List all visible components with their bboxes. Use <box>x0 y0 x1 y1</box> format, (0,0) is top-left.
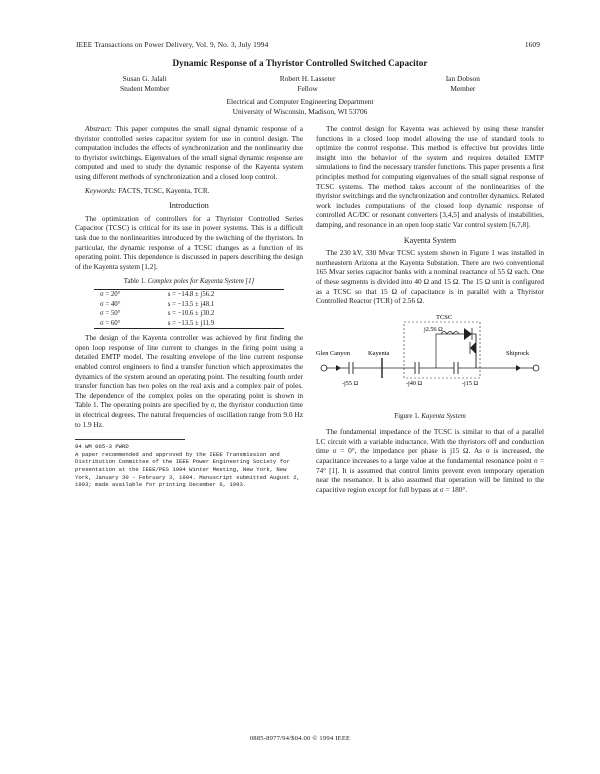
cap2-label: -j40 Ω <box>406 379 423 387</box>
author <box>446 74 480 94</box>
figure-caption-number: Figure 1. <box>394 411 420 420</box>
table-row <box>94 309 284 319</box>
figure-caption-text: Kayenta System <box>421 411 466 420</box>
right-paragraph-1: The control design for Kayenta was achieved by using these transfer functions in a closed loop model allowing the use of standard tools to optimize the control response. This method is effective but provides little insight into the behavior of the system and requires detailed EMTP simulations to find the necessary transfer functions. This paper presents a first principles method for computing eigenvalues of the small signal response of TCSC systems. The method takes account of the nonlinearities of the thyristor switchings and the synchronization and controller dynamics. Related work includes computations of the closed loop dynamic response of controlled AC/DC or resonant converters [3,4,5] and analysis of instabilities, damping, and resonance in an open loop static Var control system [6,7,8]. <box>316 124 544 229</box>
sigma-cell: σ = 40° <box>100 300 121 308</box>
pole-cell: s = −10.6 ± j30.2 <box>167 310 215 318</box>
table-row <box>94 289 284 299</box>
affiliation-univ: University of Wisconsin, Madison, WI 53706 <box>232 106 368 116</box>
affiliation <box>0 97 600 116</box>
left-column <box>75 124 303 489</box>
cap1-label: -j55 Ω <box>342 379 359 387</box>
author-role: Member <box>450 84 476 93</box>
abstract-label: Abstract: <box>85 124 113 133</box>
table-caption-number: Table 1. <box>123 278 146 286</box>
poles-table <box>94 289 284 329</box>
pole-cell: s = −13.5 ± j11.9 <box>162 319 284 329</box>
intro-paragraph-2: The design of the Kayenta controller was achieved by first finding the open loop response of line current to changes in the firing point using a detailed EMTP model. The resulting envelope of the line current response enabled control engineers to find a transfer function which approximates the dynamics of the system around an operating point. The resulting fourth order transfer function has two poles on the real axis and a complex pair of poles. The dependence of the complex poles on the operating point is shown in Table 1. The operating points are specified by σ, the thyristor conduction time in electrical degrees. The natural frequencies of oscillation range from 9.0 Hz to 1.9 Hz. <box>75 333 303 429</box>
footnote-id: 94 WM 065-3 PWRD <box>75 439 185 451</box>
author-list <box>120 74 480 94</box>
kayenta-circuit-diagram <box>316 310 544 410</box>
author-name: Susan G. Jalali <box>122 74 167 83</box>
kayenta-label: Kayenta <box>368 349 390 357</box>
arrow-icon <box>516 365 521 371</box>
thyristor-icon <box>470 342 476 354</box>
right-paragraph-2: The 230 kV, 330 Mvar TCSC system shown in Figure 1 was installed in northeastern Arizona at the Kayenta Substation. There are two conventional 165 Mvar series capacitor banks with a nominal reactance of 55 Ω each. One of these segments is divided into 40 Ω and 15 Ω. The 15 Ω unit is configured as a TCSC so that 15 Ω of capacitance is in parallel with a Thyristor Controlled Reactor (TCR) of 2.56 Ω. <box>316 248 544 306</box>
cap3-gap <box>454 362 458 374</box>
inductor-icon <box>441 331 459 334</box>
affiliation-dept: Electrical and Computer Engineering Department <box>226 97 374 106</box>
abstract-text: This paper computes the small signal dynamic response of a thyristor controlled series capacitor system for use in control design. The computation includes the effects of synchronization and the nonlinearity due to thyristor switchings. Eigenvalues of the small signal dynamic response are computed and used to study the dynamic response of the Kayenta system using different methods of synchronization and a closed loop control. <box>75 124 303 181</box>
author-role: Fellow <box>297 84 318 93</box>
cap2-gap <box>415 362 419 374</box>
sigma-cell: σ = 20° <box>94 289 162 299</box>
thyristor-icon <box>464 328 472 340</box>
figure-caption <box>316 412 544 422</box>
section-heading-introduction: Introduction <box>169 201 209 211</box>
journal-name: IEEE Transactions on Power Delivery, Vol. 9, No. 3, July 1994 <box>76 40 269 49</box>
keywords-text: FACTS, TCSC, Kayenta, TCR. <box>118 185 210 195</box>
right-paragraph-3: The fundamental impedance of the TCSC is similar to that of a parallel LC circuit with a variable inductance. With the thyristors off and conduction time σ = 0°, the impedance per phase is j15 Ω. As σ is increased, the capacitance increases to a large value at the fundamental resonance point σ = 74° [1]. It is assumed that control limits prevent even temporary operation near the resonance. It is also assumed that operation will be limited to the capacitive region except for full bypass at σ = 180°. <box>316 427 544 494</box>
running-head <box>76 40 540 49</box>
table-caption <box>75 277 303 287</box>
cap1-gap <box>349 362 353 374</box>
footnote-text: A paper recommended and approved by the IEEE Transmission and Distribution Committee of the IEEE Power Engineering Society for presentation at the IEEE/PES 1994 Winter Meeting, New York, New York, January 30 - February 3, 1994. Manuscript submitted August 2, 1993; made available for printing December 6, 1993. <box>75 450 300 489</box>
author <box>280 74 336 94</box>
author-name: Robert H. Lasseter <box>279 74 336 83</box>
table-caption-text: Complex poles for Kayenta System [1] <box>147 278 255 286</box>
glen-canyon-label: Glen Canyon <box>316 349 350 357</box>
keywords <box>75 186 303 196</box>
copyright-line: 0885-8977/94/$04.00 © 1994 IEEE <box>249 735 351 742</box>
sigma-cell: σ = 60° <box>94 319 162 329</box>
sigma-cell: σ = 50° <box>100 310 121 318</box>
cap3-label: -j15 Ω <box>462 379 479 387</box>
reactor-label: j2.56 Ω <box>424 325 443 333</box>
author-role: Student Member <box>120 84 170 93</box>
table-row <box>94 319 284 329</box>
page-number: 1609 <box>524 40 540 49</box>
abstract <box>75 124 303 182</box>
table-row <box>94 300 284 310</box>
arrow-icon <box>336 365 341 371</box>
section-heading-kayenta: Kayenta System <box>403 235 457 245</box>
pole-cell: s = −13.5 ± j48.1 <box>167 300 215 308</box>
intro-paragraph-1: The optimization of controllers for a Thyristor Controlled Series Capacitor (TCSC) is critical for its use in power systems. This is a difficult task due to the nonlinearities introduced by the switching of the thyristors. In particular, the dynamic response of a TCSC changes as a function of its operating point. This dependence is discussed in papers describing the design of the Kayenta system [1,2]. <box>75 213 303 271</box>
paper-title: Dynamic Response of a Thyristor Controlled Switched Capacitor <box>172 58 428 68</box>
shiprock-label: Shiprock <box>506 349 530 357</box>
author <box>120 74 169 94</box>
author-name: Ian Dobson <box>445 74 480 83</box>
tcsc-label: TCSC <box>436 313 453 321</box>
pole-cell: s = −14.8 ± j56.2 <box>162 289 284 299</box>
figure-1 <box>316 310 544 410</box>
keywords-label: Keywords: <box>85 185 117 195</box>
right-column <box>316 124 544 498</box>
